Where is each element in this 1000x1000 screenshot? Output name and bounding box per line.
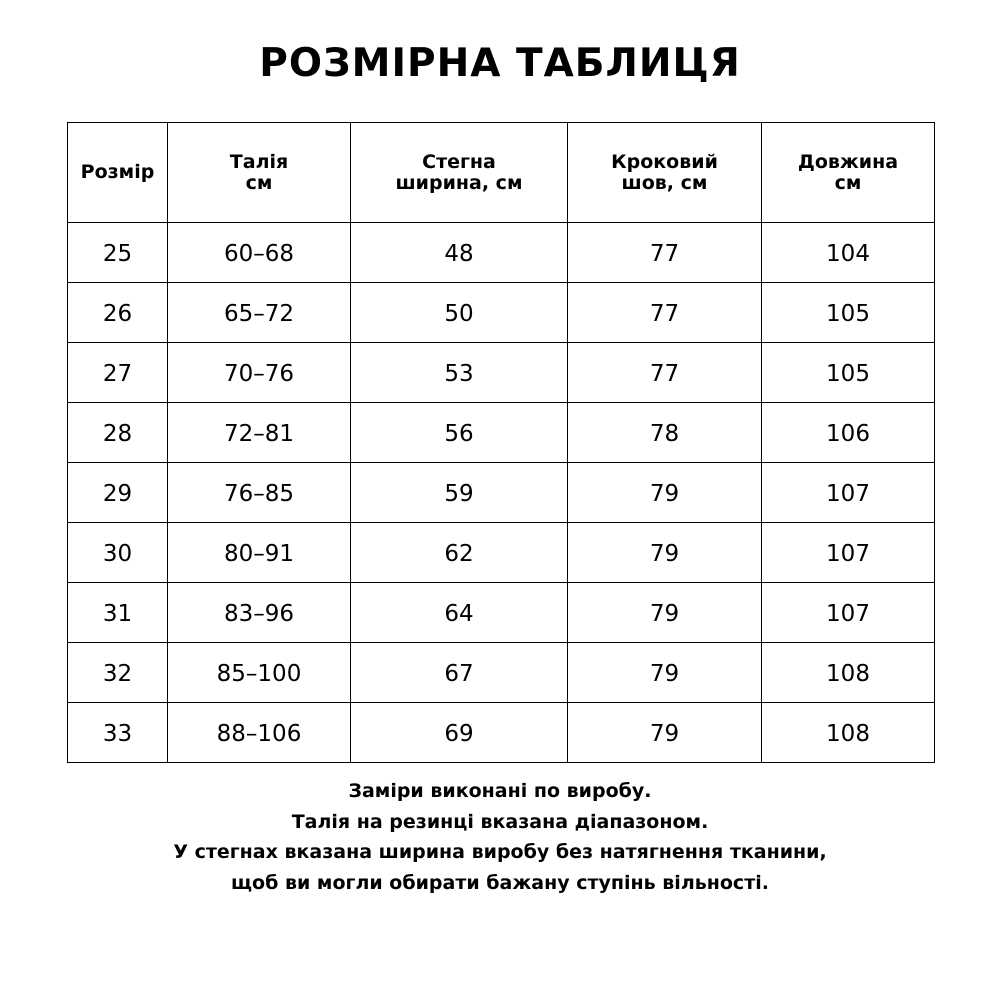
- cell-size: 28: [68, 403, 168, 463]
- cell-waist: 70–76: [168, 343, 351, 403]
- cell-size: 27: [68, 343, 168, 403]
- cell-hips: 53: [351, 343, 568, 403]
- table-row: [68, 643, 935, 703]
- table-row: [68, 583, 935, 643]
- note-line: щоб ви могли обирати бажану ступінь вільності.: [231, 871, 769, 894]
- page-title: РОЗМІРНА ТАБЛИЦЯ: [259, 41, 741, 86]
- cell-waist: 83–96: [168, 583, 351, 643]
- cell-inseam: 77: [568, 283, 762, 343]
- cell-length: 107: [762, 463, 935, 523]
- cell-inseam: 77: [568, 223, 762, 283]
- cell-hips: 64: [351, 583, 568, 643]
- cell-length: 107: [762, 523, 935, 583]
- cell-inseam: 77: [568, 343, 762, 403]
- cell-length: 106: [762, 403, 935, 463]
- cell-hips: 56: [351, 403, 568, 463]
- note-line: Заміри виконані по виробу.: [348, 780, 652, 802]
- cell-inseam: 79: [568, 463, 762, 523]
- cell-length: 105: [762, 283, 935, 343]
- cell-length: 104: [762, 223, 935, 283]
- table-row: [68, 343, 935, 403]
- cell-size: 32: [68, 643, 168, 703]
- cell-waist: 76–85: [168, 463, 351, 523]
- cell-hips: 69: [351, 703, 568, 763]
- cell-size: 26: [68, 283, 168, 343]
- notes-block: [0, 776, 1000, 898]
- table-header-row: [68, 123, 935, 223]
- cell-waist: 80–91: [168, 523, 351, 583]
- header-size: Розмір: [68, 123, 168, 223]
- cell-size: 25: [68, 223, 168, 283]
- header-waist: Талія см: [168, 123, 351, 223]
- cell-hips: 67: [351, 643, 568, 703]
- cell-length: 108: [762, 643, 935, 703]
- cell-length: 105: [762, 343, 935, 403]
- cell-length: 107: [762, 583, 935, 643]
- cell-waist: 65–72: [168, 283, 351, 343]
- table-row: [68, 283, 935, 343]
- table-row: [68, 463, 935, 523]
- table-row: [68, 403, 935, 463]
- size-table: [67, 122, 935, 763]
- table-row: [68, 223, 935, 283]
- header-hips-width: Стегна ширина, см: [351, 123, 568, 223]
- cell-inseam: 79: [568, 703, 762, 763]
- cell-size: 33: [68, 703, 168, 763]
- cell-length: 108: [762, 703, 935, 763]
- note-line: У стегнах вказана ширина виробу без натягнення тканини,: [173, 841, 827, 863]
- note-line: Талія на резинці вказана діапазоном.: [291, 810, 709, 833]
- cell-inseam: 78: [568, 403, 762, 463]
- cell-size: 30: [68, 523, 168, 583]
- cell-size: 31: [68, 583, 168, 643]
- table-row: [68, 703, 935, 763]
- table-row: [68, 523, 935, 583]
- cell-hips: 59: [351, 463, 568, 523]
- header-length: Довжина см: [762, 123, 935, 223]
- cell-hips: 50: [351, 283, 568, 343]
- cell-inseam: 79: [568, 523, 762, 583]
- cell-inseam: 79: [568, 583, 762, 643]
- cell-waist: 72–81: [168, 403, 351, 463]
- cell-inseam: 79: [568, 643, 762, 703]
- cell-waist: 85–100: [168, 643, 351, 703]
- cell-hips: 62: [351, 523, 568, 583]
- cell-hips: 48: [351, 223, 568, 283]
- cell-size: 29: [68, 463, 168, 523]
- header-inseam: Кроковий шов, см: [568, 123, 762, 223]
- cell-waist: 60–68: [168, 223, 351, 283]
- cell-waist: 88–106: [168, 703, 351, 763]
